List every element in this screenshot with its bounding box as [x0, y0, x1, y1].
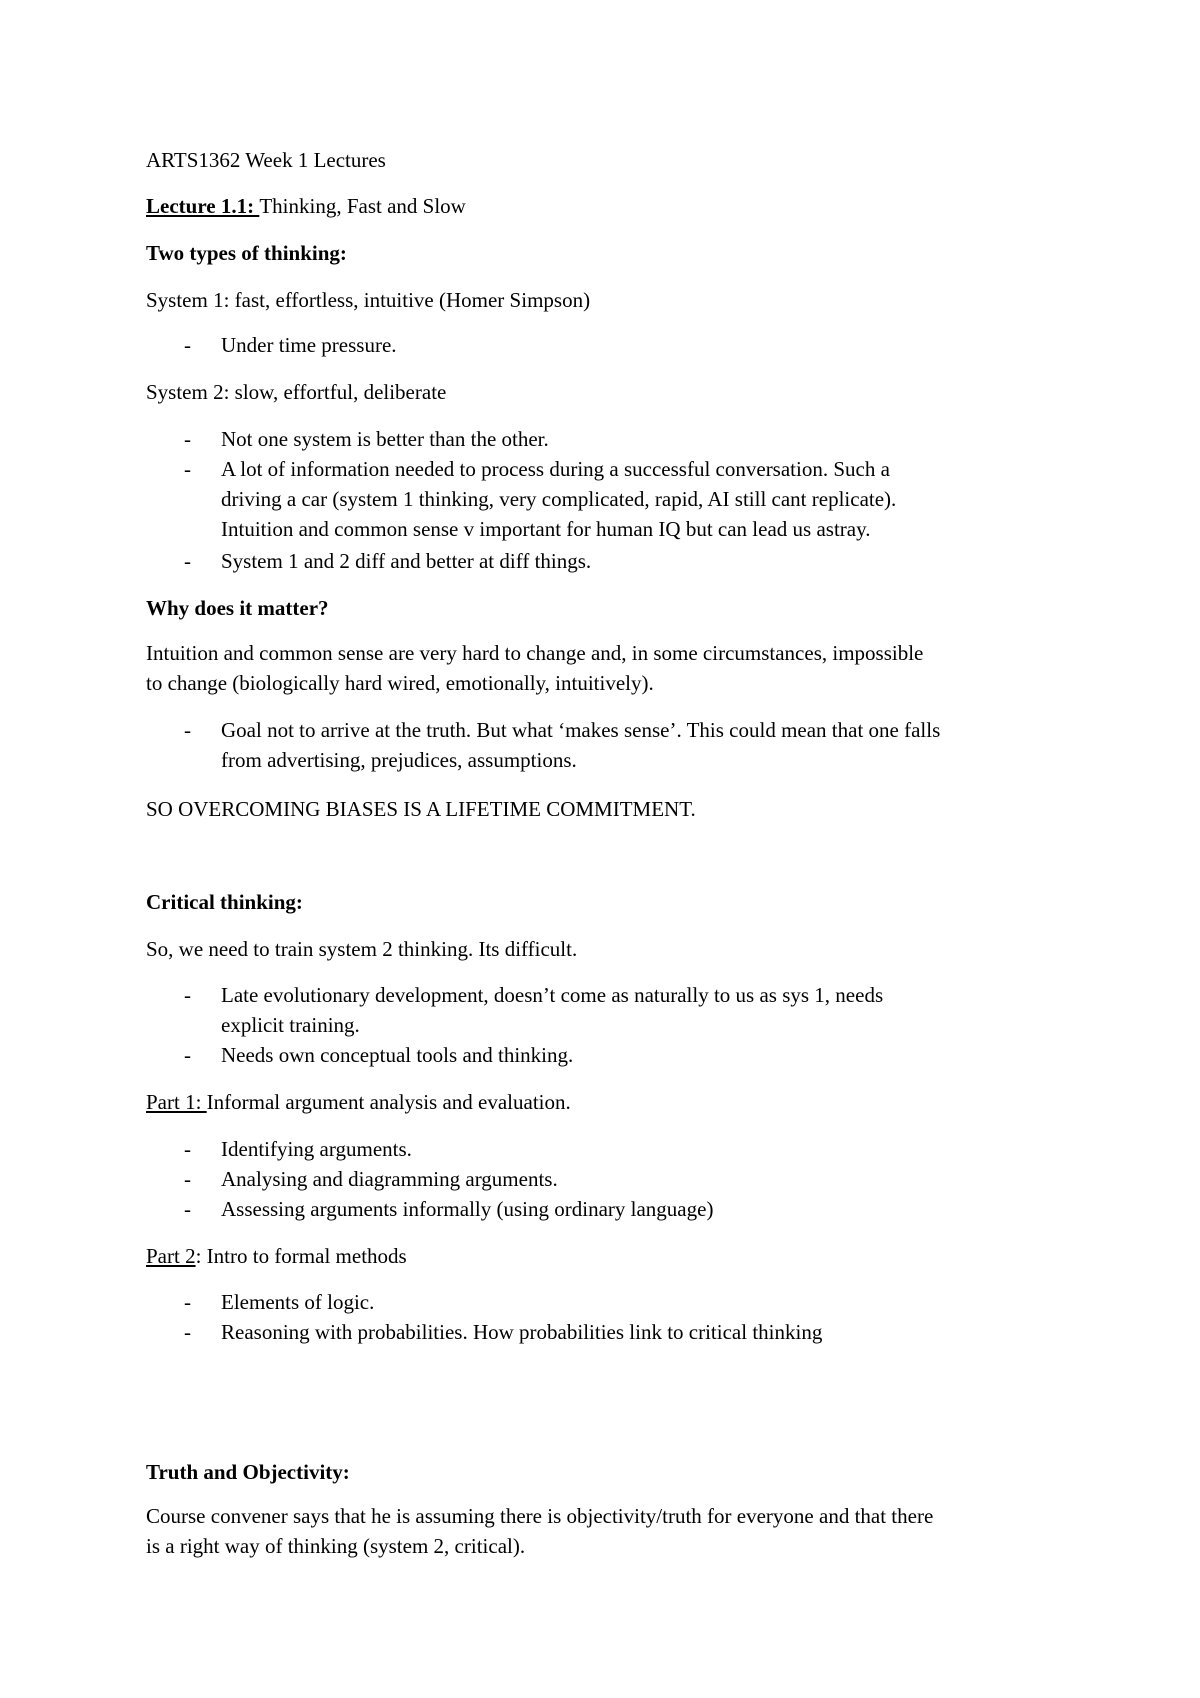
- list-item-line: A lot of information needed to process during a successful conversation. Such a: [221, 457, 890, 481]
- part1-label: Part 1:: [146, 1090, 207, 1114]
- list-item-text: Under time pressure.: [221, 333, 397, 357]
- list-item-line: driving a car (system 1 thinking, very complicated, rapid, AI still cant replicate).: [221, 487, 897, 511]
- list-item-line: explicit training.: [221, 1013, 360, 1037]
- section-heading-two-types: Two types of thinking:: [146, 241, 347, 265]
- list-item-text: Analysing and diagramming arguments.: [221, 1167, 558, 1191]
- list-item-line: Intuition and common sense v important for human IQ but can lead us astray.: [221, 517, 871, 541]
- list-item-text: [221, 980, 883, 1040]
- lecture-title: Thinking, Fast and Slow: [259, 194, 466, 218]
- bullet-dash: -: [184, 1290, 191, 1314]
- list-item-text: Assessing arguments informally (using ordinary language): [221, 1197, 714, 1221]
- why-paragraph: [146, 638, 923, 698]
- document-title: ARTS1362 Week 1 Lectures: [146, 148, 386, 172]
- list-item-text: [221, 715, 940, 775]
- part1-line: [146, 1090, 571, 1114]
- bullet-dash: -: [184, 457, 191, 481]
- list-item-text: [221, 454, 896, 544]
- bullet-dash: -: [184, 983, 191, 1007]
- paragraph-line: to change (biologically hard wired, emotionally, intuitively).: [146, 671, 654, 695]
- conclusion-line: SO OVERCOMING BIASES IS A LIFETIME COMMITMENT.: [146, 797, 696, 821]
- section-heading-why: Why does it matter?: [146, 596, 329, 620]
- list-item-text: Identifying arguments.: [221, 1137, 412, 1161]
- bullet-dash: -: [184, 1167, 191, 1191]
- lecture-label: Lecture 1.1:: [146, 194, 260, 218]
- list-item-text: Elements of logic.: [221, 1290, 375, 1314]
- list-item-text: Not one system is better than the other.: [221, 427, 549, 451]
- part2-text: : Intro to formal methods: [195, 1244, 407, 1268]
- list-item-line: from advertising, prejudices, assumptions.: [221, 748, 577, 772]
- bullet-dash: -: [184, 1320, 191, 1344]
- bullet-dash: -: [184, 333, 191, 357]
- list-item-line: Goal not to arrive at the truth. But what ‘makes sense’. This could mean that one falls: [221, 718, 941, 742]
- part2-line: [146, 1244, 407, 1268]
- list-item-text: Needs own conceptual tools and thinking.: [221, 1043, 574, 1067]
- section-heading-critical: Critical thinking:: [146, 890, 303, 914]
- section-heading-truth: Truth and Objectivity:: [146, 1460, 350, 1484]
- part2-label: Part 2: [146, 1244, 196, 1268]
- bullet-dash: -: [184, 1137, 191, 1161]
- system1-line: System 1: fast, effortless, intuitive (Homer Simpson): [146, 288, 591, 312]
- truth-paragraph: [146, 1501, 933, 1561]
- list-item-line: Late evolutionary development, doesn’t come as naturally to us as sys 1, needs: [221, 983, 884, 1007]
- bullet-dash: -: [184, 1043, 191, 1067]
- bullet-dash: -: [184, 718, 191, 742]
- bullet-dash: -: [184, 549, 191, 573]
- part1-text: Informal argument analysis and evaluation.: [206, 1090, 571, 1114]
- list-item-text: System 1 and 2 diff and better at diff things.: [221, 549, 592, 573]
- bullet-dash: -: [184, 1197, 191, 1221]
- lecture-heading: [146, 194, 466, 218]
- critical-intro: So, we need to train system 2 thinking. Its difficult.: [146, 937, 578, 961]
- paragraph-line: is a right way of thinking (system 2, critical).: [146, 1534, 526, 1558]
- paragraph-line: Intuition and common sense are very hard to change and, in some circumstances, impossible: [146, 641, 924, 665]
- bullet-dash: -: [184, 427, 191, 451]
- paragraph-line: Course convener says that he is assuming there is objectivity/truth for everyone and that there: [146, 1504, 934, 1528]
- list-item-text: Reasoning with probabilities. How probabilities link to critical thinking: [221, 1320, 823, 1344]
- system2-line: System 2: slow, effortful, deliberate: [146, 380, 447, 404]
